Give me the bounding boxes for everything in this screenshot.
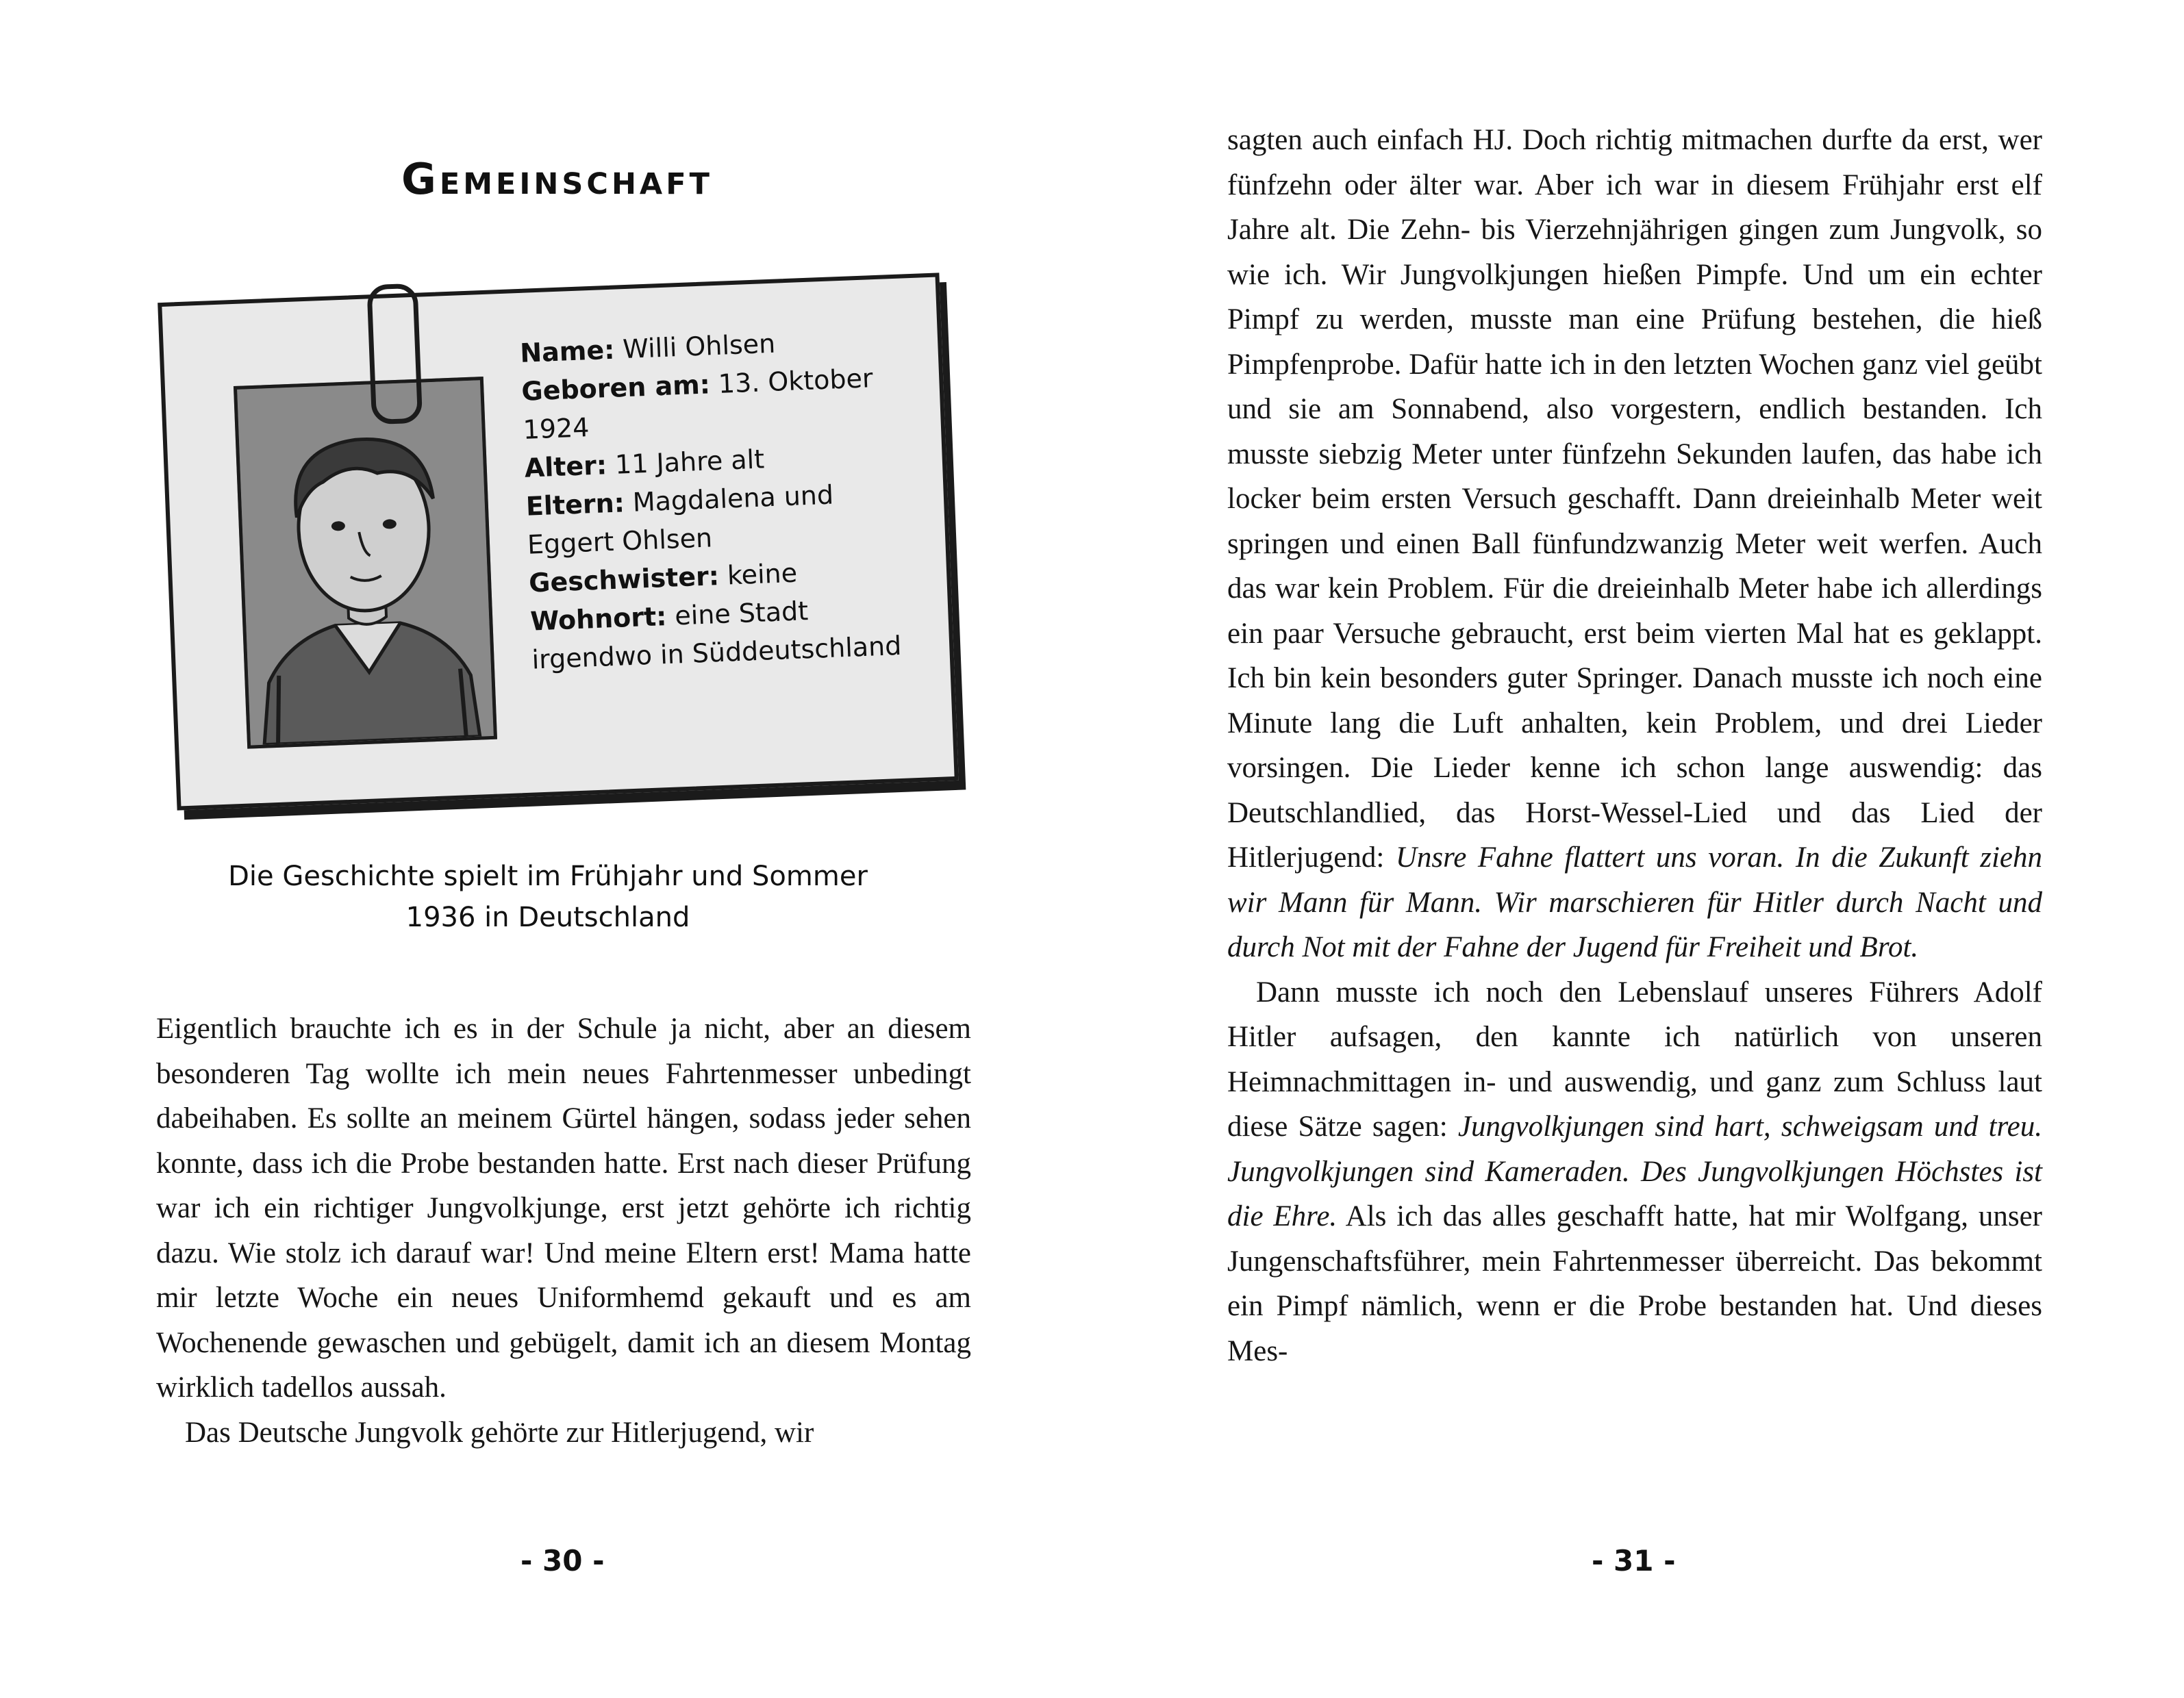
- profile-card: [158, 273, 959, 810]
- page-number: - 30 -: [520, 1544, 605, 1577]
- chapter-title: Gemeinschaft: [401, 154, 713, 204]
- profile-row-birthdate: Geboren am: 13. Oktober 1924: [520, 363, 874, 445]
- profile-row-residence: Wohnort: eine Stadt irgendwo in Süddeutschland: [529, 596, 903, 675]
- profile-info: [519, 319, 916, 679]
- quote-italic: Jungvolkjungen sind hart, schweigsam und treu. Jungvolkjungen sind Kameraden. Des Jungvolkjungen Höchstes ist die Ehre.: [1227, 1111, 2042, 1232]
- left-body-text: [156, 1006, 971, 1455]
- portrait-illustration: [234, 377, 497, 749]
- paperclip-icon: [366, 283, 423, 425]
- profile-row-name: Name: Willi Ohlsen: [519, 328, 776, 368]
- boy-portrait-icon: [237, 380, 494, 745]
- profile-row-age: Alter: 11 Jahre alt: [524, 444, 765, 483]
- profile-row-siblings: Geschwister: keine: [528, 557, 798, 598]
- paragraph: sagten auch einfach HJ. Doch richtig mitmachen durfte da erst, wer fünfzehn oder älter war. Aber ich war in diesem Frühjahr erst elf Jahre alt. Die Zehn- bis Vierzehnjährigen gingen zum Jungvolk, so wie ich. Wir Jungvolkjungen hießen Pimpfe. Und um ein echter Pimpf zu werden, musste man eine Prüfung bestehen, die hieß Pimpfenprobe. Dafür hatte ich in den letzten Wochen ganz viel geübt und sie am Sonnabend, also vorgestern, endlich bestanden. Ich musste siebzig Meter unter fünfzehn Sekunden laufen, das habe ich locker beim ersten Versuch geschafft. Dann dreieinhalb Meter weit springen und einen Ball fünfundzwanzig Meter weit werfen. Auch das war kein Problem. Für die dreieinhalb Meter habe ich allerdings ein paar Versuche gebraucht, erst beim vierten Mal hat es geklappt. Ich bin kein besonders guter Springer. Danach musste ich noch eine Minute lang die Luft anhalten, kein Problem, und drei Lieder vorsingen. Die Lieder kenne ich schon lange auswendig: das Deutschlandlied, das Horst-Wessel-Lied und das Lied der Hitlerjugend: Unsre Fahne flattert uns voran. In die Zukunft ziehn wir Mann für Mann. Wir marschieren für Hitler durch Nacht und durch Not mit der Fahne der Jugend für Freiheit und Brot.: [1227, 124, 2043, 963]
- paragraph: Eigentlich brauchte ich es in der Schule ja nicht, aber an diesem besonderen Tag wollte ich mein neues Fahrtenmesser unbedingt dabeihaben. Es sollte an meinem Gürtel hängen, sodass jeder sehen konnte, dass ich die Probe bestanden hatte. Erst nach dieser Prüfung war ich ein richtiger Jungvolkjunge, erst jetzt gehörte ich richtig dazu. Wie stolz ich darauf war! Und meine Eltern erst! Mama hatte mir letzte Woche ein neues Uniformhemd gekauft und es am Wochenende gewaschen und gebügelt, damit ich an diesem Montag wirklich tadellos aussah.: [156, 1013, 971, 1404]
- story-caption: Die Geschichte spielt im Frühjahr und Sommer 1936 in Deutschland: [228, 861, 868, 933]
- right-page: [1092, 0, 2184, 1698]
- quote-italic: Unsre Fahne flattert uns voran. In die Zukunft ziehn wir Mann für Mann. Wir marschieren für Hitler durch Nacht und durch Not mit der Fahne der Jugend für Freiheit und Brot.: [1227, 841, 2043, 963]
- paragraph: Das Deutsche Jungvolk gehörte zur Hitlerjugend, wir: [185, 1416, 814, 1449]
- page-number: - 31 -: [1592, 1544, 1676, 1577]
- right-body-text: [1227, 118, 2042, 1373]
- paragraph: Dann musste ich noch den Lebenslauf unseres Führers Adolf Hitler aufsagen, den kannte ich natürlich von unseren Heimnachmittagen in- und auswendig, und ganz zum Schluss laut diese Sätze sagen: Jungvolkjungen sind hart, schweigsam und treu. Jungvolkjungen sind Kameraden. Des Jungvolkjungen Höchstes ist die Ehre. Als ich das alles geschafft hatte, hat mir Wolfgang, unser Jungenschaftsführer, mein Fahrtenmesser überreicht. Das bekommt ein Pimpf nämlich, wenn er die Probe bestanden hat. Und dieses Mes-: [1227, 976, 2042, 1367]
- profile-row-parents: Eltern: Magdalena und Eggert Ohlsen: [525, 479, 834, 560]
